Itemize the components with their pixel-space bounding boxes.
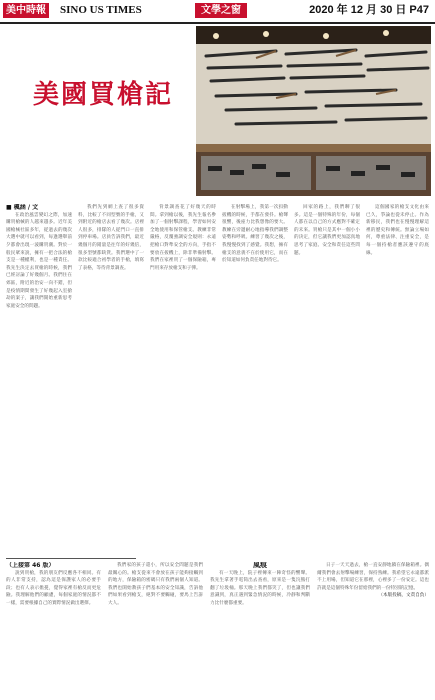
article-byline: ■ 楓涵 / 文 xyxy=(6,204,39,211)
bottom-column-2 xyxy=(108,562,203,696)
bottom-column-4 xyxy=(317,562,429,696)
bottom-credit: （本版投稿，文責自負） xyxy=(378,593,429,599)
article-title-box xyxy=(18,60,188,130)
page-header xyxy=(0,0,435,24)
article-text: 這個國家的槍支文化由來已久，爭論也從未停止。作為新移民，我們也在慢慢理解這裡的歷史和傳統。無論立場如何，尊重法律、注重安全，是每一個持槍者應該遵守的底線。 xyxy=(366,205,429,256)
continued-label: （上接第 46 版） xyxy=(6,562,55,569)
bottom-column-1 xyxy=(6,562,101,696)
bottom-text: 日子一天天過去，槍一直安靜地鎖在保險箱裡。偶爾我們會去射擊場練習，保持熟練。我希望它永遠都派不上用場，但知道它在那裡，心裡多了一份安定。這也許就是這個特殊年份留給我們的一份特別的記憶。 xyxy=(317,563,429,591)
article-text: 在政治風雲變幻之際，加速購買槍械的人越來越多。近年美國槍械社區多年，從過去的幾次大選中就可以看到，每逢選舉前夕都會出現一波購買潮。對於一般民眾來說，擁有一把合法的槍支是一種權利，也是一種責任。我先生決定去買槍的時候，我們已經討論了好幾個月。我們住在郊區，附近的治安一向不錯，但是疫情期間發生了好幾起入室搶劫的案子，讓我們開始重新思考家庭安全的問題。 xyxy=(6,212,72,309)
issue-date: 2020 年 12 月 30 日 P47 xyxy=(309,4,429,16)
bottom-subtitle: 風痕 xyxy=(253,562,267,569)
continued-rule xyxy=(6,558,136,559)
article-text: 我們先到網上查了很多資料，比較了不同型號的手槍，又到附近的槍店去看了幾次。店裡人很多，排隊的人從門口一直排到停車場。店員告訴我們，最近幾個月的銷量是往年的好幾倍，很多型號都缺貨。我們選中了一款比較適合初學者的手槍，填寫了表格，等待背景調查。 xyxy=(78,205,144,271)
article-text: 回家的路上，我們聊了很多。這是一個特殊的年份，每個人都在以自己的方式應對不確定的未來。買槍只是其中一個小小的決定，但它讓我們更加認真地思考了家庭、安全和責任這些問題。 xyxy=(294,205,360,256)
article-column-5 xyxy=(294,204,360,554)
article-column-2 xyxy=(78,204,144,554)
bottom-column-3 xyxy=(210,562,310,696)
article-column-6 xyxy=(366,204,429,554)
article-title: 美國買槍記 xyxy=(32,80,173,110)
section-label: 文學之窗 xyxy=(195,3,247,18)
bottom-text: 有一天晚上，院子裡傳來一陣奇怪的響聲。我先生拿著手電筒出去查看，原來是一隻浣熊打翻了垃圾桶。那天晚上我們都笑了，但也讓我們意識到，真正遇到緊急情況的時候，冷靜和判斷力比什麼都重要。 xyxy=(210,570,310,606)
newspaper-logo: 美中時報 xyxy=(3,3,49,18)
article-text: 在射擊場上，我第一次扣動扳機的時候，手都在發抖。槍聲很響，後座力比我想像的要大。教練在旁邊耐心地指導我們調整姿勢和呼吸。練習了幾次之後，我慢慢找到了感覺。我想，擁有槍支的意義不在於使用它，而在於知道如何負責任地對待它。 xyxy=(222,205,288,264)
article-text: 背景調查花了好幾天的時間。拿到槍以後，我先生報名參加了一個射擊課程，學習如何安全地使用和保管槍支。教練非常嚴格，反覆強調安全規則：永遠把槍口對準安全的方向，手指不要放在扳機上，除非準備射擊。我們在家裡買了一個保險箱，專門用來存放槍支和子彈。 xyxy=(150,205,216,271)
article-column-1 xyxy=(6,204,72,554)
brand-name: SINO US TIMES xyxy=(60,4,142,16)
bottom-text: 說到買槍，我的朋友們反應各不相同。有的人非常支持，認為這是保護家人的必要手段；也有人表示擔憂，覺得家裡有槍反而更危險。我理解他們的顧慮，每個家庭的情況都不一樣，需要根據自己的實際情況做出選擇。 xyxy=(6,570,101,606)
article-column-4 xyxy=(222,204,288,554)
bottom-text: 我們家的孩子還小，所以安全問題是我們最關心的。槍支從來不會放在孩子能夠接觸到的地方，保險箱的密碼只有我們兩個人知道。我們也開始教孩子們基本的安全知識，告訴他們如果看到槍支，絕對不要觸碰，要馬上告訴大人。 xyxy=(108,563,203,606)
gun-store-photo xyxy=(196,26,431,196)
article-column-3 xyxy=(150,204,216,554)
